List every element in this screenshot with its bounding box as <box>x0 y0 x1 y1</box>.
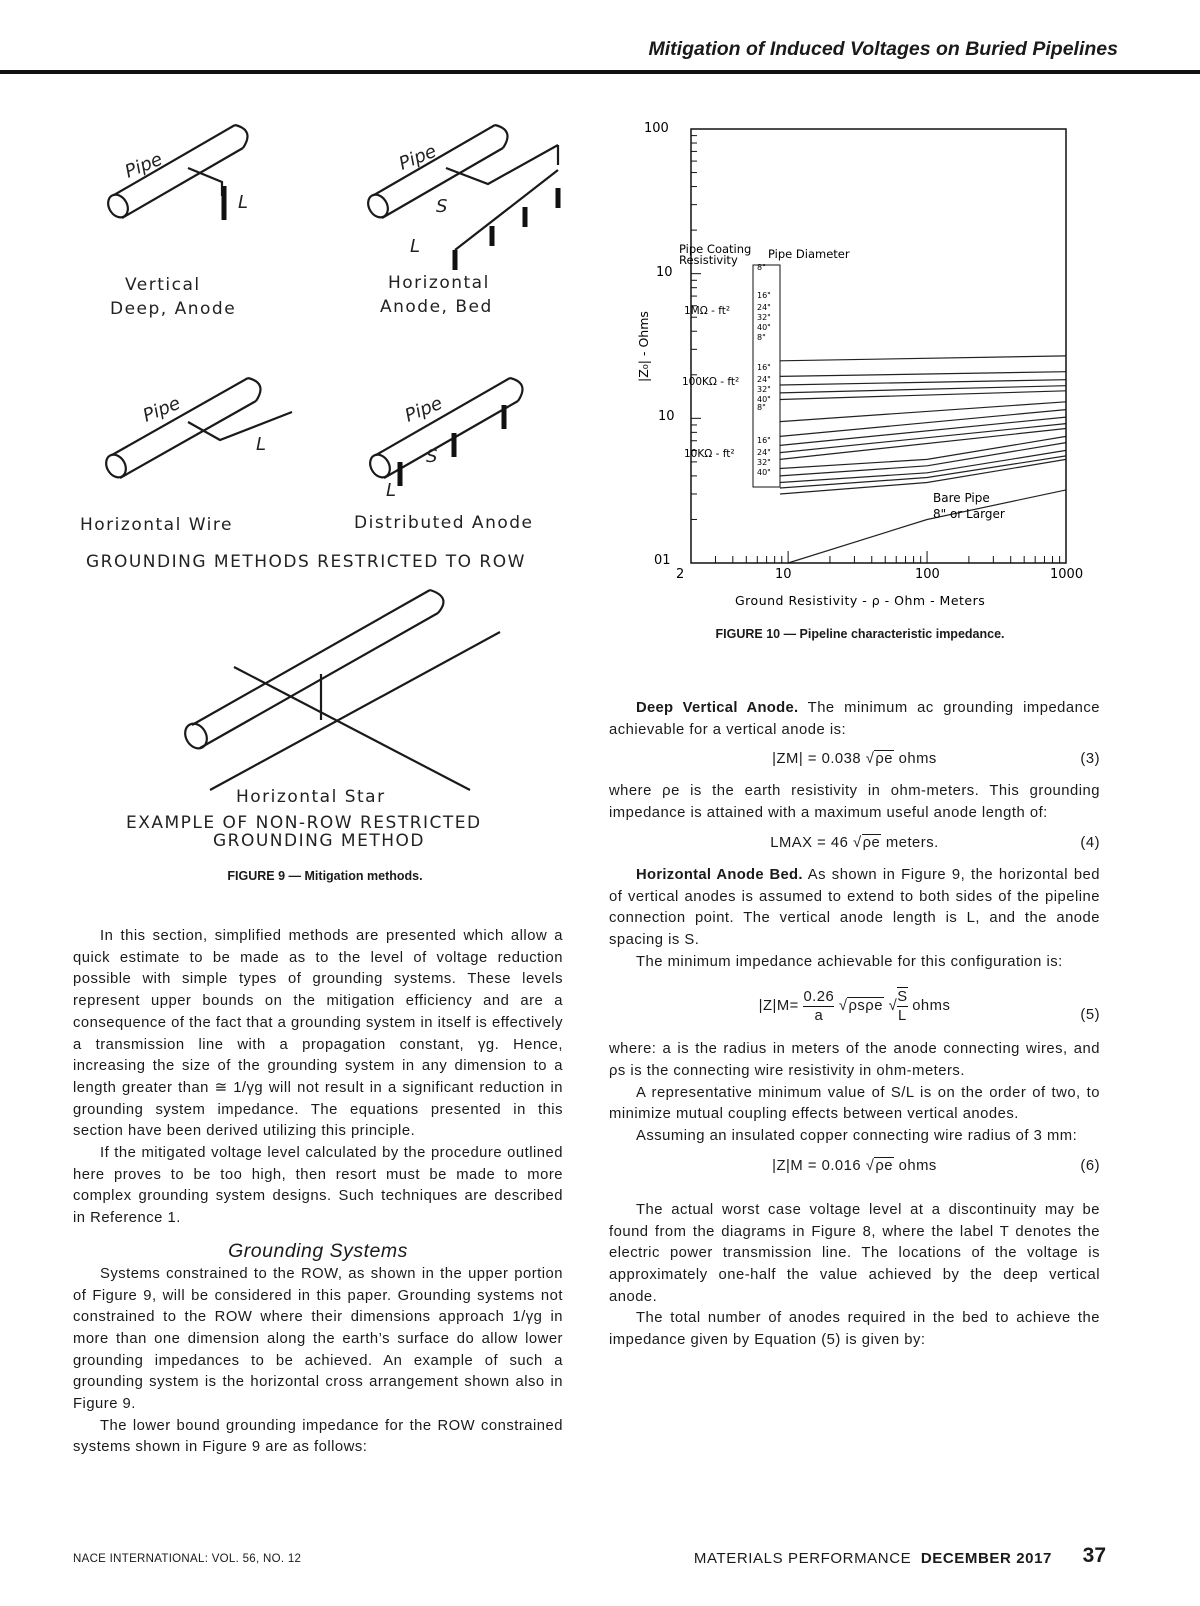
equation-6: |Z|M = 0.016 √ρe ohms (6) <box>772 1157 1100 1174</box>
horizontal-label-1: Horizontal <box>388 273 490 293</box>
diameter-label: 40" <box>757 468 771 477</box>
l-label: L <box>386 480 397 501</box>
figure-10-caption: FIGURE 10 — Pipeline characteristic impedance. <box>715 627 1005 641</box>
y-tick-01: 01 <box>654 553 671 568</box>
diameter-label: 24" <box>757 448 771 457</box>
plot-frame <box>691 129 1066 563</box>
horizontal-star-diagram <box>126 590 500 851</box>
paragraph: where ρe is the earth resistivity in ohm-meters. This grounding impedance is attained with a maximum useful anode length of: <box>609 783 1100 822</box>
x-tick-1000: 1000 <box>1050 567 1084 582</box>
s-label: S <box>426 446 438 467</box>
series-line <box>780 402 1066 422</box>
equation-3: |ZM| = 0.038 √ρe ohms (3) <box>772 751 1100 768</box>
series-line <box>780 410 1066 437</box>
run-in-heading: Horizontal Anode Bed. <box>636 866 803 883</box>
series-line <box>780 424 1066 453</box>
paragraph: Systems constrained to the ROW, as shown in the upper portion of Figure 9, will be considered in this paper. Grounding systems not constrained to the ROW where their dimensions approach 1/γg in more than one dimension along the earth’s surface do allow lower grounding impedances to be achieved. An example of such a grounding system is the horizontal cross arrangement shown also in Figure 9. <box>73 1265 563 1413</box>
pipe-label: Pipe <box>140 392 184 427</box>
x-axis-label: Ground Resistivity - ρ - Ohm - Meters <box>735 593 986 608</box>
diameter-label: 32" <box>757 458 771 467</box>
pipe-coating-label-2: Resistivity <box>679 253 738 267</box>
running-title: Mitigation of Induced Voltages on Buried Pipelines <box>648 38 1118 60</box>
bare-pipe-label-2: 8" or Larger <box>933 507 1005 521</box>
x-tick-100: 100 <box>915 567 940 582</box>
paragraph: Deep Vertical Anode. The minimum ac grounding impedance achievable for a vertical anode is: <box>609 700 1100 738</box>
pipe-label: Pipe <box>402 392 446 427</box>
horizontal-wire-label: Horizontal Wire <box>80 515 233 535</box>
right-column <box>609 698 1100 1352</box>
vertical-label-1: Vertical <box>125 275 201 295</box>
diameter-label: 16" <box>757 436 771 445</box>
y-tick-100: 100 <box>644 121 669 136</box>
series-line <box>780 417 1066 445</box>
nonrow-label-1: EXAMPLE OF NON-ROW RESTRICTED <box>126 813 482 833</box>
equation-5: |Z|M= $\frac{0.26}{a}$ √ρsρe √ $\frac{S}{L}$ ohms (5) <box>758 988 1100 1025</box>
y-tick-10a: 10 <box>656 265 673 280</box>
paragraph: If the mitigated voltage level calculated by the procedure outlined here proves to be too high, then resort must be made to more complex grounding system designs. Such techniques are described in Reference 1. <box>73 1145 563 1227</box>
paragraph: where: a is the radius in meters of the anode connecting wires, and ρs is the connecting wire resistivity in ohm-meters. <box>609 1041 1100 1080</box>
x-tick-2: 2 <box>676 567 685 582</box>
coating-1mohm: 1MΩ - ft² <box>684 305 731 317</box>
pipe-label: Pipe <box>396 140 440 175</box>
series-line <box>780 372 1066 377</box>
pipe-coating-label-1: Pipe Coating <box>679 242 752 256</box>
diameter-label: 8" <box>757 333 766 342</box>
y-tick-10b: 10 <box>658 409 675 424</box>
series-line <box>780 380 1066 385</box>
pipe-diameter-label: Pipe Diameter <box>768 247 850 261</box>
vertical-anode-diagram <box>104 125 248 319</box>
paragraph: In this section, simplified methods are presented which allow a quick estimate to be made as to the level of voltage reduction possible with simple types of grounding systems. These levels represent upper bounds on the mitigation efficiency and are a consequence of the fact that a grounding system in itself is effectively a transmission line with a propagation constant, γg. Hence, increasing the size of the grounding system in any dimension to a length greater than ≅ 1/γg will not result in a significant reduction in grounding system impedance. The equations presented in this section have been derived utilizing this principle. <box>73 928 563 1140</box>
equation-4: LMAX = 46 √ρe meters. (4) <box>770 834 1100 851</box>
horizontal-star-label: Horizontal Star <box>236 787 386 807</box>
figure-9-drawing <box>70 100 590 880</box>
horizontal-anode-bed-diagram <box>364 125 558 317</box>
pipe-label: Pipe <box>122 148 166 183</box>
page-number: 37 <box>1082 1544 1106 1567</box>
footer-publication: MATERIALS PERFORMANCE DECEMBER 2017 <box>693 1550 1052 1567</box>
left-column <box>73 926 563 1459</box>
paragraph: Assuming an insulated copper connecting wire radius of 3 mm: <box>636 1128 1078 1145</box>
diameter-label: 24" <box>757 375 771 384</box>
section-heading: Grounding Systems <box>228 1239 408 1262</box>
bare-pipe-label-1: Bare Pipe <box>933 491 990 505</box>
paragraph: The total number of anodes required in the bed to achieve the impedance given by Equation (5) is given by: <box>609 1310 1100 1349</box>
paragraph: The minimum impedance achievable for this configuration is: <box>636 953 1063 970</box>
diameter-label: 32" <box>757 313 771 322</box>
coating-10kohm: 10KΩ - ft² <box>684 448 735 460</box>
l-label: L <box>256 434 267 455</box>
diameter-label: 32" <box>757 385 771 394</box>
footer-journal: NACE INTERNATIONAL: VOL. 56, NO. 12 <box>73 1553 302 1565</box>
paragraph: Horizontal Anode Bed. As shown in Figure 9, the horizontal bed of vertical anodes is assumed to extend to both sides of the pipeline connection point. The vertical anode length is L, and the anode spacing is S. <box>609 866 1101 948</box>
paragraph: A representative minimum value of S/L is on the order of two, to minimize mutual coupling effects between vertical anodes. <box>609 1084 1100 1123</box>
figure-10-chart <box>620 110 1100 620</box>
diameter-label: 8" <box>757 263 766 272</box>
nonrow-label-2: GROUNDING METHOD <box>213 831 425 851</box>
diameter-label: 8" <box>757 403 766 412</box>
horizontal-label-2: Anode, Bed <box>380 297 493 317</box>
y-axis-label: |Z₀| - Ohms <box>636 311 651 382</box>
diameter-label: 16" <box>757 363 771 372</box>
l-label: L <box>238 192 249 213</box>
paragraph: The actual worst case voltage level at a discontinuity may be found from the diagrams in Figure 8, where the label T denotes the electric power transmission line. The locations of the voltage is approximately one-half the value achieved by the deep vertical anode. <box>609 1201 1100 1305</box>
vertical-label-2: Deep, Anode <box>110 299 237 319</box>
diameter-label: 16" <box>757 291 771 300</box>
horizontal-wire-diagram <box>80 378 292 535</box>
distributed-anode-diagram <box>354 378 534 533</box>
paragraph: The lower bound grounding impedance for the ROW constrained systems shown in Figure 9 are as follows: <box>73 1417 563 1456</box>
diameter-label: 24" <box>757 303 771 312</box>
figure-9-caption: FIGURE 9 — Mitigation methods. <box>227 869 423 883</box>
diameter-label: 40" <box>757 323 771 332</box>
diameter-label: 40" <box>757 395 771 404</box>
distributed-anode-label: Distributed Anode <box>354 513 534 533</box>
x-tick-10: 10 <box>775 567 792 582</box>
header-rule <box>0 70 1200 74</box>
l-label: L <box>410 236 421 257</box>
restricted-heading: GROUNDING METHODS RESTRICTED TO ROW <box>86 552 526 572</box>
series-line <box>780 356 1066 361</box>
coating-100kohm: 100KΩ - ft² <box>682 376 740 388</box>
s-label: S <box>436 196 448 217</box>
run-in-heading: Deep Vertical Anode. <box>636 700 799 716</box>
series-line <box>780 459 1066 494</box>
